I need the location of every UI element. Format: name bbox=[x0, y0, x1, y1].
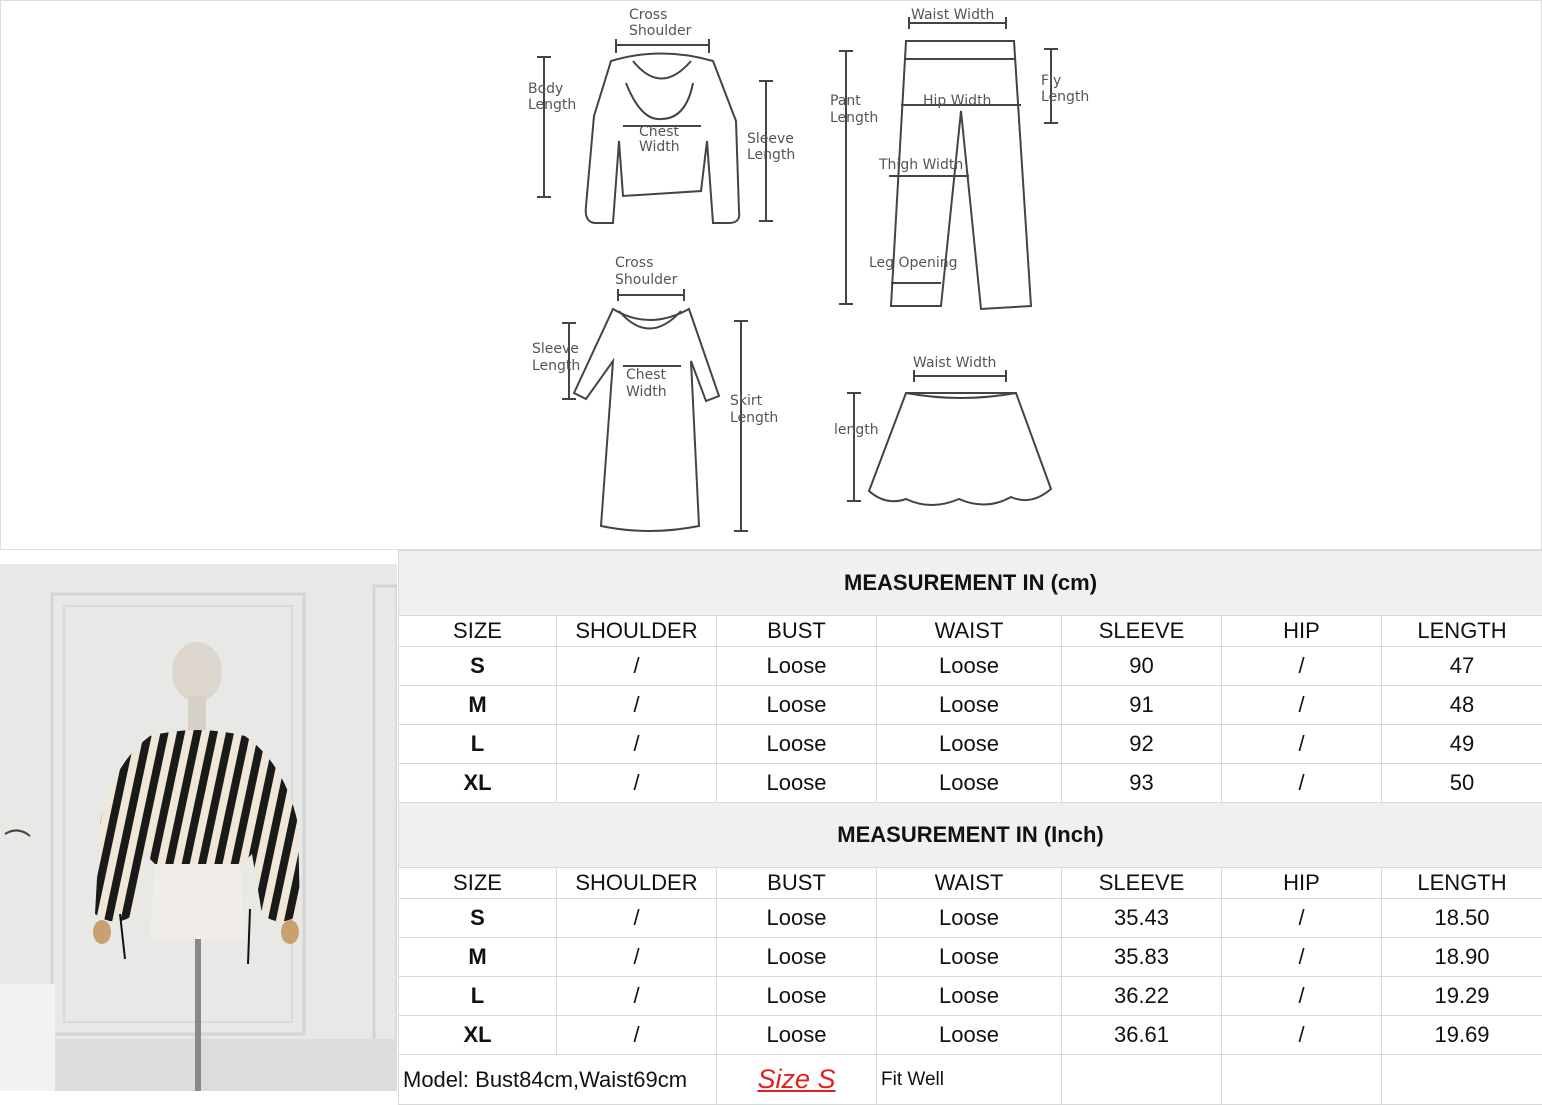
bust-cell: Loose bbox=[717, 1016, 877, 1055]
size-table bbox=[398, 550, 1542, 1105]
shoulder-cell: / bbox=[557, 725, 717, 764]
hip-cell: / bbox=[1222, 647, 1382, 686]
shoulder-cell: / bbox=[557, 764, 717, 803]
hip-cell: / bbox=[1222, 938, 1382, 977]
cm-header-row bbox=[399, 616, 1542, 647]
shoulder-cell: / bbox=[557, 647, 717, 686]
label-skirt-waist-width: Waist Width bbox=[913, 355, 997, 371]
bust-cell: Loose bbox=[717, 725, 877, 764]
skirt-sketch bbox=[834, 355, 1051, 505]
table-row bbox=[399, 764, 1542, 803]
header-length: LENGTH bbox=[1382, 868, 1542, 899]
size-cell: S bbox=[399, 899, 557, 938]
sleeve-cell: 36.22 bbox=[1062, 977, 1222, 1016]
bust-cell: Loose bbox=[717, 977, 877, 1016]
bust-cell: Loose bbox=[717, 647, 877, 686]
header-bust: BUST bbox=[717, 868, 877, 899]
hip-cell: / bbox=[1222, 1016, 1382, 1055]
label-body-length-2: Length bbox=[528, 97, 577, 113]
shoulder-cell: / bbox=[557, 938, 717, 977]
length-cell: 19.29 bbox=[1382, 977, 1542, 1016]
header-sleeve: SLEEVE bbox=[1062, 616, 1222, 647]
length-cell: 19.69 bbox=[1382, 1016, 1542, 1055]
label-cross-shoulder-2: Shoulder bbox=[629, 23, 692, 39]
label-cross-shoulder-1: Cross bbox=[629, 7, 668, 23]
table-row bbox=[399, 977, 1542, 1016]
table-row bbox=[399, 686, 1542, 725]
label-fly-length-2: Length bbox=[1041, 89, 1090, 105]
pants-sketch bbox=[830, 7, 1089, 309]
table-row bbox=[399, 899, 1542, 938]
label-dress-cross-shoulder-1: Cross bbox=[615, 255, 654, 271]
waist-cell: Loose bbox=[877, 647, 1062, 686]
label-leg-opening: Leg Opening bbox=[869, 255, 958, 271]
header-shoulder: SHOULDER bbox=[557, 868, 717, 899]
label-waist-width: Waist Width bbox=[911, 7, 995, 23]
measurement-diagram bbox=[0, 0, 1542, 550]
waist-cell: Loose bbox=[877, 977, 1062, 1016]
length-cell: 50 bbox=[1382, 764, 1542, 803]
label-dress-cross-shoulder-2: Shoulder bbox=[615, 272, 678, 288]
empty-cell bbox=[1382, 1055, 1542, 1105]
fit-note: Fit Well bbox=[877, 1055, 1062, 1105]
header-length: LENGTH bbox=[1382, 616, 1542, 647]
size-chart bbox=[398, 550, 1542, 1105]
waist-cell: Loose bbox=[877, 899, 1062, 938]
length-cell: 48 bbox=[1382, 686, 1542, 725]
label-dress-chest-width-1: Chest bbox=[626, 367, 667, 383]
waist-cell: Loose bbox=[877, 1016, 1062, 1055]
top-sketch bbox=[528, 7, 795, 223]
model-info: Model: Bust84cm,Waist69cm bbox=[399, 1055, 717, 1105]
inch-header-row bbox=[399, 868, 1542, 899]
waist-cell: Loose bbox=[877, 938, 1062, 977]
label-skirt-length: length bbox=[834, 422, 879, 438]
header-bust: BUST bbox=[717, 616, 877, 647]
size-cell: M bbox=[399, 686, 557, 725]
size-cell: S bbox=[399, 647, 557, 686]
shoulder-cell: / bbox=[557, 1016, 717, 1055]
length-cell: 47 bbox=[1382, 647, 1542, 686]
bust-cell: Loose bbox=[717, 938, 877, 977]
label-skirt-length-2: Length bbox=[730, 410, 779, 426]
label-skirt-length-1: Skirt bbox=[730, 393, 763, 409]
empty-cell bbox=[1222, 1055, 1382, 1105]
shoulder-cell: / bbox=[557, 686, 717, 725]
length-cell: 18.90 bbox=[1382, 938, 1542, 977]
shoulder-cell: / bbox=[557, 899, 717, 938]
garment-sketches bbox=[1, 1, 1542, 551]
table-row bbox=[399, 647, 1542, 686]
header-hip: HIP bbox=[1222, 868, 1382, 899]
label-chest-width-1: Chest bbox=[639, 124, 680, 140]
length-cell: 49 bbox=[1382, 725, 1542, 764]
label-hip-width: Hip Width bbox=[923, 93, 992, 109]
bust-cell: Loose bbox=[717, 899, 877, 938]
empty-cell bbox=[1062, 1055, 1222, 1105]
waist-cell: Loose bbox=[877, 725, 1062, 764]
label-sleeve-length-1: Sleeve bbox=[747, 131, 794, 147]
hip-cell: / bbox=[1222, 764, 1382, 803]
model-row bbox=[399, 1055, 1542, 1105]
bust-cell: Loose bbox=[717, 764, 877, 803]
size-cell: L bbox=[399, 725, 557, 764]
header-waist: WAIST bbox=[877, 616, 1062, 647]
dress-sketch bbox=[532, 255, 778, 531]
sleeve-cell: 90 bbox=[1062, 647, 1222, 686]
table-row bbox=[399, 1016, 1542, 1055]
hip-cell: / bbox=[1222, 686, 1382, 725]
header-hip: HIP bbox=[1222, 616, 1382, 647]
label-dress-sleeve-length-2: Length bbox=[532, 358, 581, 374]
size-cell: XL bbox=[399, 764, 557, 803]
label-fly-length-1: Fly bbox=[1041, 73, 1062, 89]
model-size: Size S bbox=[757, 1064, 836, 1094]
size-cell: XL bbox=[399, 1016, 557, 1055]
sleeve-cell: 35.43 bbox=[1062, 899, 1222, 938]
cm-table-title: MEASUREMENT IN (cm) bbox=[399, 551, 1542, 616]
product-photo bbox=[0, 564, 397, 1091]
length-cell: 18.50 bbox=[1382, 899, 1542, 938]
hip-cell: / bbox=[1222, 899, 1382, 938]
sleeve-cell: 36.61 bbox=[1062, 1016, 1222, 1055]
label-dress-chest-width-2: Width bbox=[626, 384, 667, 400]
bust-cell: Loose bbox=[717, 686, 877, 725]
header-sleeve: SLEEVE bbox=[1062, 868, 1222, 899]
header-shoulder: SHOULDER bbox=[557, 616, 717, 647]
label-pant-length-2: Length bbox=[830, 110, 879, 126]
inch-table-title: MEASUREMENT IN (Inch) bbox=[399, 803, 1542, 868]
sleeve-cell: 35.83 bbox=[1062, 938, 1222, 977]
label-chest-width-2: Width bbox=[639, 139, 680, 155]
header-waist: WAIST bbox=[877, 868, 1062, 899]
sleeve-cell: 93 bbox=[1062, 764, 1222, 803]
label-sleeve-length-2: Length bbox=[747, 147, 796, 163]
header-size: SIZE bbox=[399, 616, 557, 647]
label-pant-length-1: Pant bbox=[830, 93, 861, 109]
header-size: SIZE bbox=[399, 868, 557, 899]
sleeve-cell: 92 bbox=[1062, 725, 1222, 764]
label-thigh-width: Thigh Width bbox=[879, 157, 964, 173]
waist-cell: Loose bbox=[877, 764, 1062, 803]
label-dress-sleeve-length-1: Sleeve bbox=[532, 341, 579, 357]
size-cell: L bbox=[399, 977, 557, 1016]
label-body-length-1: Body bbox=[528, 81, 564, 97]
waist-cell: Loose bbox=[877, 686, 1062, 725]
model-size-cell bbox=[717, 1055, 877, 1105]
shoulder-cell: / bbox=[557, 977, 717, 1016]
hip-cell: / bbox=[1222, 977, 1382, 1016]
table-row bbox=[399, 725, 1542, 764]
table-row bbox=[399, 938, 1542, 977]
hip-cell: / bbox=[1222, 725, 1382, 764]
sleeve-cell: 91 bbox=[1062, 686, 1222, 725]
size-cell: M bbox=[399, 938, 557, 977]
